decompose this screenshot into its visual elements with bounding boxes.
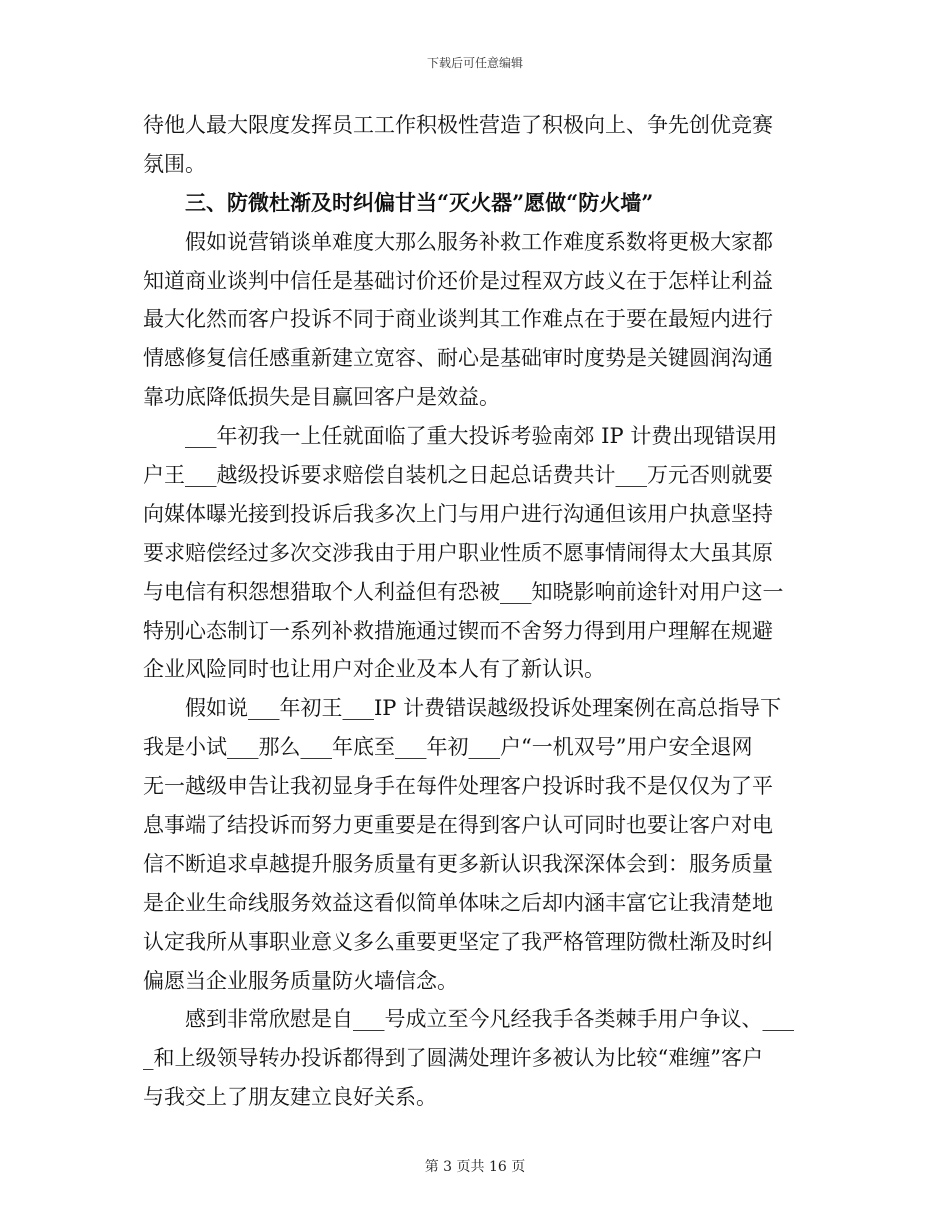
text-line: 感到非常欣慰是自___号成立至今凡经我手各类棘手用户争议、___ [143,1007,794,1032]
text-line: 与电信有积怨想猎取个人利益但有恐被___知晓影响前途针对用户这一 [143,579,784,604]
text-line: 偏愿当企业服务质量防火墙信念。 [143,968,458,993]
text-line: 假如说营销谈单难度大那么服务补救工作难度系数将更极大家都 [143,229,773,254]
page-header: 下载后可任意编辑 [426,56,523,70]
text-line: 氛围。 [143,151,206,176]
text-line: 待他人最大限度发挥员工工作积极性营造了积极向上、争先创优竞赛 [143,113,773,137]
text-line: 信不断追求卓越提升服务质量有更多新认识我深深体会到：服务质量 [143,851,773,876]
text-line: 要求赔偿经过多次交涉我由于用户职业性质不愿事情闹得太大虽其原 [143,540,773,565]
text-line: 认定我所从事职业意义多么重要更坚定了我严格管理防微杜渐及时纠 [143,929,773,954]
text-line: 特别心态制订一系列补救措施通过锲而不舍努力得到用户理解在规避 [143,618,773,643]
text-line: 情感修复信任感重新建立宽容、耐心是基础审时度势是关键圆润沟通 [143,346,773,371]
text-line: 息事端了结投诉而努力更重要是在得到客户认可同时也要让客户对电 [143,813,773,838]
text-line: 知道商业谈判中信任是基础讨价还价是过程双方歧义在于怎样让利益 [143,268,773,293]
text-line: 户王___越级投诉要求赔偿自装机之日起总话费共计___万元否则就要 [143,463,773,488]
text-line: 与我交上了朋友建立良好关系。 [143,1085,437,1110]
document-body [143,106,807,1117]
text-line: 无一越级申告让我初显身手在每件处理客户投诉时我不是仅仅为了平 [143,774,773,799]
text-line: _和上级领导转办投诉都得到了圆满处理许多被认为比较“难缠”客户 [143,1046,763,1071]
text-line: 靠功底降低损失是目赢回客户是效益。 [143,385,500,410]
page-footer: 第 3 页共 16 页 [424,1159,526,1175]
text-line: 最大化然而客户投诉不同于商业谈判其工作难点在于要在最短内进行 [143,307,773,332]
text-line: 假如说___年初王___IP 计费错误越级投诉处理案例在高总指导下 [143,696,782,721]
section-heading: 三、防微杜渐及时纠偏甘当“灭火器”愿做“防火墙” [143,189,654,215]
text-line: 向媒体曝光接到投诉后我多次上门与用户进行沟通但该用户执意坚持 [143,501,773,526]
text-line: 是企业生命线服务效益这看似简单体味之后却内涵丰富它让我清楚地 [143,890,773,915]
text-line: ___年初我一上任就面临了重大投诉考验南郊 IP 计费出现错误用 [143,424,778,449]
text-line: 企业风险同时也让用户对企业及本人有了新认识。 [143,657,605,682]
text-line: 我是小试___那么___年底至___年初___户“一机双号”用户安全退网 [143,735,753,760]
